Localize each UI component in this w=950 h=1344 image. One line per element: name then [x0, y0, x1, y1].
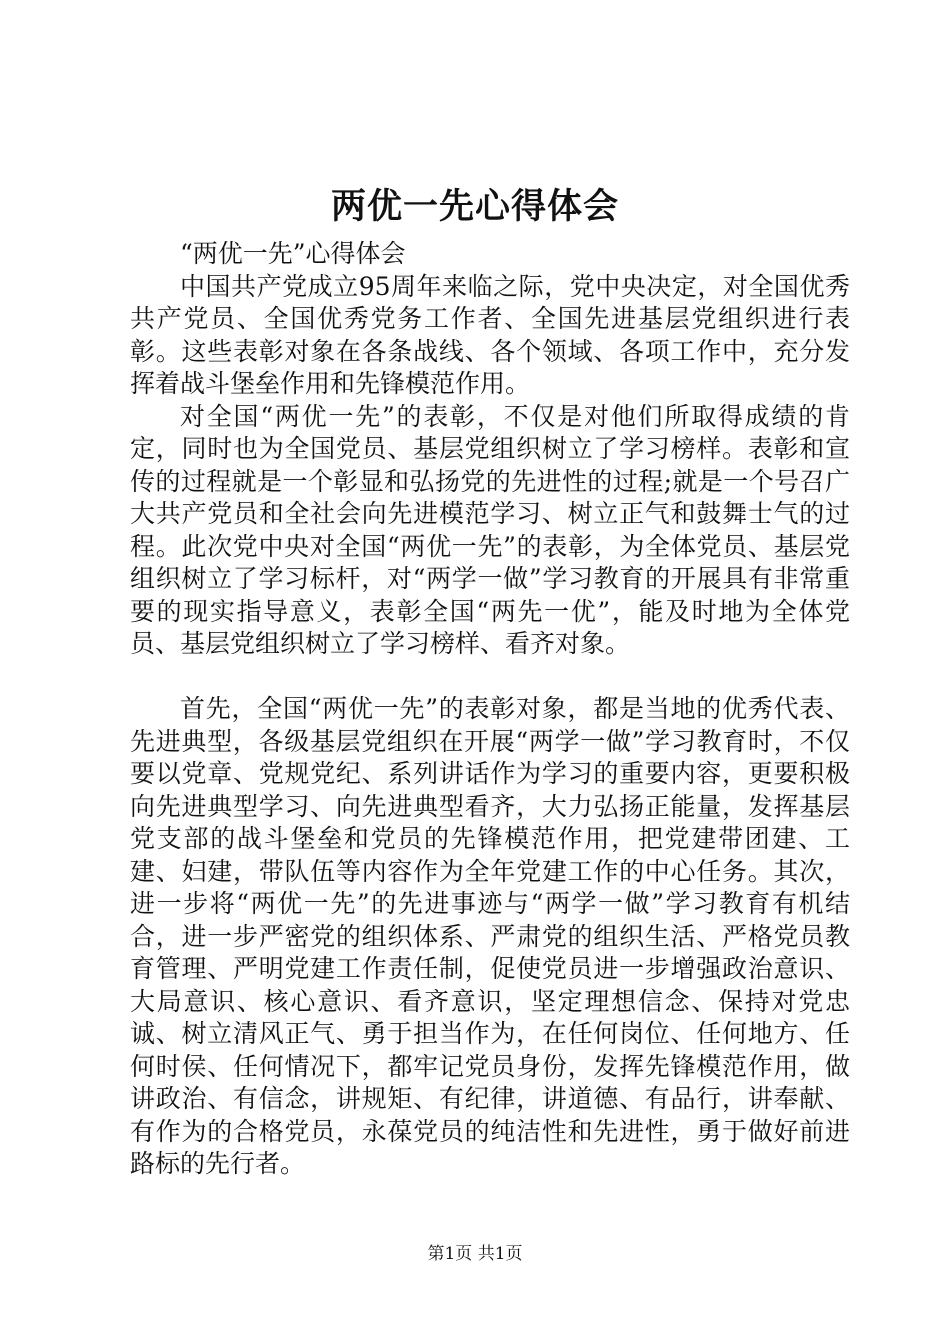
- paragraph-firstly: 首先，全国“两优一先”的表彰对象，都是当地的优秀代表、先进典型，各级基层党组织在开展“两学一做”学习教育时，不仅要以党章、党规党纪、系列讲话作为学习的重要内容，更要积极向先进典型学习、向先进典型看齐，大力弘扬正能量，发挥基层党支部的战斗堡垒和党员的先锋模范作用，把党建带团建、工建、妇建，带队伍等内容作为全年党建工作的中心任务。其次，进一步将“两优一先”的先进事迹与“两学一做”学习教育有机结合，进一步严密党的组织体系、严肃党的组织生活、严格党员教育管理、严明党建工作责任制，促使党员进一步增强政治意识、大局意识、核心意识、看齐意识，坚定理想信念、保持对党忠诚、树立清风正气、勇于担当作为，在任何岗位、任何地方、任何时侯、任何情况下，都牢记党员身份，发挥先锋模范作用，做讲政治、有信念，讲规矩、有纪律，讲道德、有品行，讲奉献、有作为的合格党员，永葆党员的纯洁性和先进性，勇于做好前进路标的先行者。: [130, 694, 850, 1178]
- paragraph-subtitle: “两优一先”心得体会: [180, 239, 406, 268]
- paragraph-commendation: 对全国“两优一先”的表彰，不仅是对他们所取得成绩的肯定，同时也为全国党员、基层党组织树立了学习榜样。表彰和宣传的过程就是一个彰显和弘扬党的先进性的过程;就是一个号召广大共产党员和全社会向先进模范学习、树立正气和鼓舞士气的过程。此次党中央对全国“两优一先”的表彰，为全体党员、基层党组织树立了学习标杆，对“两学一做”学习教育的开展具有非常重要的现实指导意义，表彰全国“两先一优”，能及时地为全体党员、基层党组织树立了学习榜样、看齐对象。: [130, 401, 850, 658]
- paragraph-intro: 中国共产党成立95周年来临之际，党中央决定，对全国优秀共产党员、全国优秀党务工作者、全国先进基层党组织进行表彰。这些表彰对象在各条战线、各个领域、各项工作中，充分发挥着战斗堡垒作用和先锋模范作用。: [130, 271, 850, 398]
- page-number-footer: 第1页 共1页: [427, 1244, 523, 1264]
- document-title: 两优一先心得体会: [330, 186, 619, 227]
- document-body: [130, 238, 850, 1181]
